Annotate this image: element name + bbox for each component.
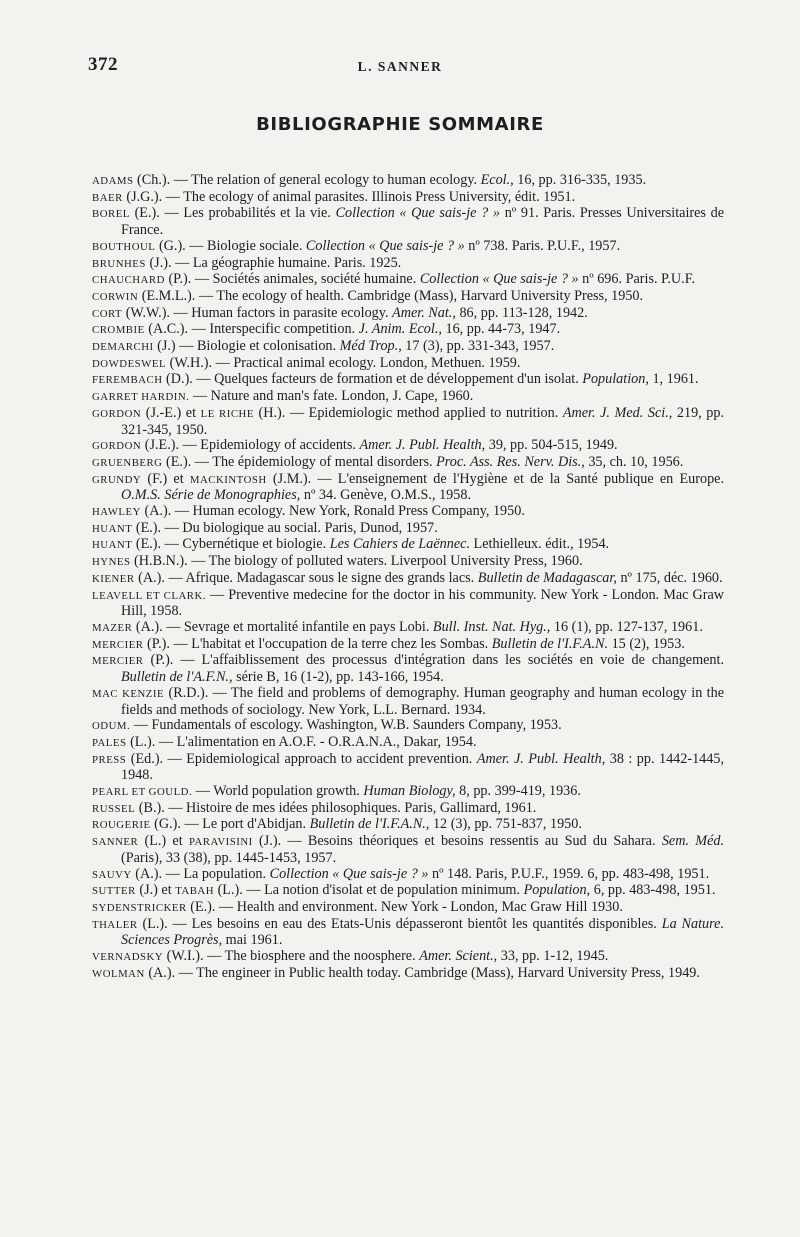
entry-initials: (F.) et (147, 470, 184, 487)
entry-author: THALER (92, 918, 138, 931)
entry-text: — The biosphere and the noosphere. (203, 948, 420, 965)
entry-text: — Health and environment. New York - London, Mac Graw Hill 1930. (215, 898, 623, 915)
entry-author: GRUNDY (92, 473, 142, 486)
running-head: L. SANNER (357, 59, 443, 74)
entry-author: ROUGERIE (92, 819, 151, 832)
entry-details: nº 175, déc. 1960. (616, 569, 723, 586)
entry-author: SANNER (92, 836, 139, 849)
entry-initials: (B.). (138, 799, 165, 816)
entry-details: 8, pp. 399-419, 1936. (455, 783, 581, 800)
bibliography-entry (92, 966, 724, 983)
entry-text: — The ecology of animal parasites. Illinois Press University, édit. 1951. (162, 188, 576, 205)
bibliography-entry (92, 339, 724, 356)
entry-author: DEMARCHI (92, 341, 154, 354)
entry-author: CORWIN (92, 290, 139, 303)
entry-author: SAUVY (92, 868, 132, 881)
entry-author: WOLMAN (92, 967, 145, 980)
entry-author: SYDENSTRICKER (92, 901, 187, 914)
entry-author: HAWLEY (92, 506, 141, 519)
entry-source: Amer. Nat., (392, 304, 456, 321)
entry-text: — The ecology of health. Cambridge (Mass), Harvard University Press, 1950. (195, 287, 644, 304)
page-title: BIBLIOGRAPHIE SOMMAIRE (256, 114, 544, 135)
entry-author: PALES (92, 736, 127, 749)
bibliography-entry (92, 190, 724, 207)
entry-initials: (E.M.L.). (141, 287, 196, 304)
bibliography-entry (92, 239, 724, 256)
bibliography-entry (92, 173, 724, 190)
bibliography-entry (92, 686, 724, 718)
entry-initials: (G.). (158, 237, 186, 254)
entry-source: Amer. J. Med. Sci., (562, 404, 673, 421)
entry-details: série B, 16 (1-2), pp. 143-166, 1954. (232, 669, 444, 686)
entry-initials: (P.). (150, 652, 174, 669)
entry-source: Méd Trop., (339, 338, 402, 355)
entry-text: — Besoins théoriques et besoins ressentis au Sud du Sahara. (281, 833, 662, 850)
entry-author: CHAUCHARD (92, 274, 165, 287)
entry-text: — Epidemiological approach to accident prevention. (163, 750, 477, 767)
entry-text: — L'habitat et l'occupation de la terre chez les Sombas. (169, 635, 492, 652)
bibliography-entry (92, 356, 724, 373)
entry-details: 16, pp. 44-73, 1947. (441, 321, 561, 338)
entry-initials: (W.H.). (169, 354, 213, 371)
bibliography-entry (92, 389, 724, 406)
entry-text: — The engineer in Public health today. Cambridge (Mass), Harvard University Press, 1949. (175, 964, 700, 981)
entry-author: FEREMBACH (92, 374, 163, 387)
entry-details: 86, pp. 113-128, 1942. (455, 304, 588, 321)
bibliography-entry (92, 472, 724, 504)
entry-author: LEAVELL ET CLARK. (92, 589, 206, 602)
entry-initials: (J.) (157, 338, 176, 355)
entry-initials: (P.). (147, 635, 170, 652)
bibliography-entry (92, 588, 724, 620)
entry-source: Collection « Que sais-je ? » (305, 237, 465, 254)
bibliography-entry (92, 949, 724, 966)
entry-details: 219, pp. 321-345, 1950. (121, 404, 725, 438)
entry-details: nº 91. Paris. Presses Universitaires de France. (121, 205, 724, 239)
entry-text: — Interspecific competition. (188, 321, 359, 338)
bibliography-entry (92, 883, 724, 900)
entry-initials: (A.). (148, 964, 176, 981)
bibliography-entry (92, 637, 724, 654)
entry-coauthor-initials: (J.M.). (272, 470, 312, 487)
entry-initials: (E.). (135, 519, 162, 536)
entry-author: CORT (92, 307, 123, 320)
bibliography-entry (92, 817, 724, 834)
entry-initials: (E.). (166, 453, 192, 470)
entry-source: Sem. Méd. (661, 833, 725, 850)
bibliography-list (92, 173, 724, 982)
entry-details: nº 148. Paris, P.U.F., 1959. 6, pp. 483-498, 1951. (428, 865, 710, 882)
bibliography-entry (92, 571, 724, 588)
entry-author: BRUNHES (92, 257, 146, 270)
entry-text: — The épidemiology of mental disorders. (191, 453, 437, 470)
entry-text: — Quelques facteurs de formation et de développement d'un isolat. (192, 371, 583, 388)
bibliography-entry (92, 554, 724, 571)
bibliography-entry (92, 206, 724, 238)
entry-details: 35, ch. 10, 1956. (584, 453, 684, 470)
bibliography-entry (92, 504, 724, 521)
entry-author: MERCIER (92, 638, 144, 651)
entry-details: 6, pp. 483-498, 1951. (590, 882, 716, 899)
bibliography-entry (92, 784, 724, 801)
entry-text: — The field and problems of demography. Human geography and human ecology in the fields and methods of sociology. New York, L.L. Bernard. 1934. (121, 684, 724, 718)
entry-text: — Du biologique au social. Paris, Dunod, 1957. (161, 519, 438, 536)
entry-source: O.M.S. Série de Monographies, (121, 487, 301, 504)
entry-author: PRESS (92, 753, 127, 766)
entry-details: nº 34. Genève, O.M.S., 1958. (300, 487, 471, 504)
bibliography-entry (92, 372, 724, 389)
entry-source: Bulletin de l'A.F.N., (121, 669, 233, 686)
entry-initials: (W.I.). (166, 948, 204, 965)
entry-author: BAER (92, 191, 123, 204)
entry-initials: (E.). (135, 536, 162, 553)
entry-author: MAZER (92, 621, 133, 634)
entry-details: nº 738. Paris. P.U.F., 1957. (464, 237, 621, 254)
entry-author: ADAMS (92, 175, 134, 187)
entry-text: — Cybernétique et biologie. (161, 536, 330, 553)
entry-details: 12 (3), pp. 751-837, 1950. (429, 816, 582, 833)
entry-source: Amer. J. Publ. Health, (359, 437, 486, 454)
entry-author: VERNADSKY (92, 951, 164, 964)
bibliography-entry (92, 917, 724, 949)
entry-source: Collection « Que sais-je ? » (269, 865, 429, 882)
entry-source: Collection « Que sais-je ? » (335, 205, 501, 222)
entry-coauthor: TABAH (175, 885, 215, 898)
entry-text: — World population growth. (192, 783, 364, 800)
entry-details: 16 (1), pp. 127-137, 1961. (550, 618, 703, 635)
entry-details: 17 (3), pp. 331-343, 1957. (401, 338, 555, 355)
entry-initials: (A.). (135, 865, 163, 882)
entry-initials: (L.). (130, 733, 156, 750)
entry-author: HUANT (92, 539, 133, 552)
entry-author: PEARL ET GOULD. (92, 786, 193, 799)
entry-text: — Epidemiology of accidents. (179, 437, 360, 454)
entry-text: — Fundamentals of escology. Washington, W.B. Saunders Company, 1953. (130, 717, 562, 734)
entry-details: 1, 1961. (648, 371, 699, 388)
entry-coauthor-initials: (J.). (259, 833, 282, 850)
entry-text: — La géographie humaine. Paris. 1925. (171, 254, 402, 271)
entry-source: Bulletin de Madagascar, (477, 569, 617, 586)
entry-initials: (G.). (154, 816, 181, 833)
bibliography-entry (92, 834, 724, 866)
entry-coauthor-initials: (H.). (258, 404, 286, 421)
entry-text: — Human factors in parasite ecology. (169, 304, 393, 321)
entry-author: MERCIER (92, 655, 144, 668)
entry-initials: (L.). (142, 915, 168, 932)
bibliography-entry (92, 752, 724, 784)
entry-author: HUANT (92, 522, 133, 535)
entry-initials: (J.E.). (144, 437, 180, 454)
bibliography-entry (92, 900, 724, 917)
entry-source: Bulletin de l'I.F.A.N., (309, 816, 430, 833)
bibliography-entry (92, 406, 724, 438)
entry-text: — Sociétés animales, société humaine. (191, 271, 420, 288)
entry-source: Collection « Que sais-je ? » (419, 271, 579, 288)
entry-text: — La population. (162, 865, 270, 882)
entry-text: — Biologie et colonisation. (175, 338, 340, 355)
bibliography-entry (92, 521, 724, 538)
entry-author: GRUENBERG (92, 456, 163, 469)
bibliography-entry (92, 322, 724, 339)
bibliography-entry (92, 867, 724, 884)
entry-initials: (E.). (190, 898, 216, 915)
entry-author: RUSSEL (92, 802, 136, 815)
entry-initials: (P.). (168, 271, 192, 288)
entry-details: mai 1961. (222, 932, 283, 949)
entry-initials: (A.). (135, 618, 163, 635)
entry-initials: (A.). (138, 569, 165, 586)
entry-source: Les Cahiers de Laënnec. (329, 536, 470, 553)
entry-source: Population, (523, 882, 591, 899)
entry-initials: (R.D.). (168, 684, 209, 701)
entry-source: Human Biology, (363, 783, 456, 800)
entry-author: GORDON (92, 440, 142, 453)
entry-author: CROMBIE (92, 324, 145, 337)
page-number: 372 (88, 54, 118, 75)
entry-initials: (L.) et (144, 833, 183, 850)
entry-initials: (J.). (149, 254, 172, 271)
entry-details: (Paris), 33 (38), pp. 1445-1453, 1957. (121, 849, 337, 866)
entry-text: — Nature and man's fate. London, J. Cape, 1960. (189, 388, 474, 405)
entry-source: Bulletin de l'I.F.A.N. (491, 635, 609, 652)
bibliography-entry (92, 620, 724, 637)
entry-details: 15 (2), 1953. (608, 635, 685, 652)
bibliography-entry (92, 653, 724, 685)
entry-source: Ecol., (480, 172, 514, 188)
entry-author: DOWDESWEL (92, 357, 167, 370)
entry-source: Population, (582, 371, 649, 388)
entry-source: Proc. Ass. Res. Nerv. Dis., (436, 453, 585, 470)
entry-coauthor: PARAVISINI (188, 836, 253, 849)
bibliography-entry (92, 455, 724, 472)
entry-initials: (A.C.). (148, 321, 189, 338)
entry-source: La Nature. Sciences Progrès, (121, 915, 724, 949)
entry-text: — Afrique. Madagascar sous le signe des grands lacs. (164, 569, 478, 586)
entry-source: J. Anim. Ecol., (358, 321, 442, 338)
bibliography-entry (92, 537, 724, 554)
bibliography-entry (92, 256, 724, 273)
entry-text: — Les besoins en eau des Etats-Unis dépasseront bientôt les quantités disponibles. (167, 915, 662, 932)
entry-text: — Biologie sociale. (185, 237, 306, 254)
entry-initials: (W.W.). (125, 304, 170, 321)
entry-initials: (J.-E.) et (145, 404, 197, 421)
entry-author: BOREL (92, 208, 130, 221)
entry-text: — Le port d'Abidjan. (180, 816, 310, 833)
entry-source: Amer. J. Publ. Health, (476, 750, 606, 767)
entry-text: — Histoire de mes idées philosophiques. Paris, Gallimard, 1961. (164, 799, 537, 816)
entry-details: 38 : pp. 1442-1445, 1948. (121, 750, 725, 784)
bibliography-entry (92, 438, 724, 455)
bibliography-entry (92, 289, 724, 306)
entry-author: GORDON (92, 407, 142, 420)
entry-initials: (E.). (134, 205, 160, 222)
entry-author: BOUTHOUL (92, 240, 156, 253)
entry-text: — Sevrage et mortalité infantile en pays Lobi. (162, 618, 433, 635)
entry-author: ODUM. (92, 720, 131, 733)
entry-text: — Epidemiologic method applied to nutrition. (285, 404, 563, 421)
bibliography-entry (92, 272, 724, 289)
entry-initials: (J.G.). (126, 188, 163, 205)
entry-initials: (D.). (166, 371, 193, 388)
entry-source: Bull. Inst. Nat. Hyg., (432, 618, 551, 635)
entry-text: — L'enseignement de l'Hygiène et de la Santé publique en Europe. (311, 470, 725, 487)
entry-initials: (Ch.). (137, 172, 171, 188)
bibliography-entry (92, 801, 724, 818)
entry-text: — Human ecology. New York, Ronald Press Company, 1950. (171, 503, 525, 520)
bibliography-entry (92, 735, 724, 752)
entry-initials: (Ed.). (130, 750, 164, 767)
entry-author: SUTTER (92, 885, 136, 898)
entry-initials: (H.B.N.). (134, 553, 188, 570)
entry-author: HYNES (92, 556, 131, 569)
entry-details: 16, pp. 316-335, 1935. (513, 172, 647, 188)
entry-details: nº 696. Paris. P.U.F. (578, 271, 696, 288)
entry-text: — L'alimentation en A.O.F. - O.R.A.N.A., Dakar, 1954. (155, 733, 477, 750)
entry-details: 33, pp. 1-12, 1945. (497, 948, 609, 965)
entry-initials: (A.). (144, 503, 172, 520)
entry-author: GARRET HARDIN. (92, 391, 190, 404)
entry-text: — L'affaiblissement des processus d'intégration dans les sociétés en voie de changement. (173, 652, 725, 669)
entry-text: — Practical animal ecology. London, Methuen. 1959. (212, 354, 521, 371)
entry-details: Lethielleux. édit., 1954. (470, 536, 610, 553)
entry-author: KIENER (92, 572, 135, 585)
entry-text: — The relation of general ecology to human ecology. (170, 172, 481, 188)
entry-details: 39, pp. 504-515, 1949. (485, 437, 618, 454)
entry-text: — Les probabilités et la vie. (159, 205, 336, 222)
entry-text: — Preventive medecine for the doctor in his community. New York - London. Mac Graw Hill, 1958. (121, 586, 724, 620)
entry-coauthor-initials: (L.). (217, 882, 243, 899)
entry-coauthor: LE RICHE (200, 407, 254, 420)
entry-author: MAC KENZIE (92, 687, 165, 700)
bibliography-entry (92, 306, 724, 323)
entry-text: — The biology of polluted waters. Liverpool University Press, 1960. (187, 553, 583, 570)
bibliography-entry (92, 718, 724, 735)
entry-initials: (J.) et (139, 882, 172, 899)
entry-coauthor: MACKINTOSH (189, 473, 267, 486)
entry-text: — La notion d'isolat et de population minimum. (242, 882, 524, 899)
entry-source: Amer. Scient., (419, 948, 498, 965)
